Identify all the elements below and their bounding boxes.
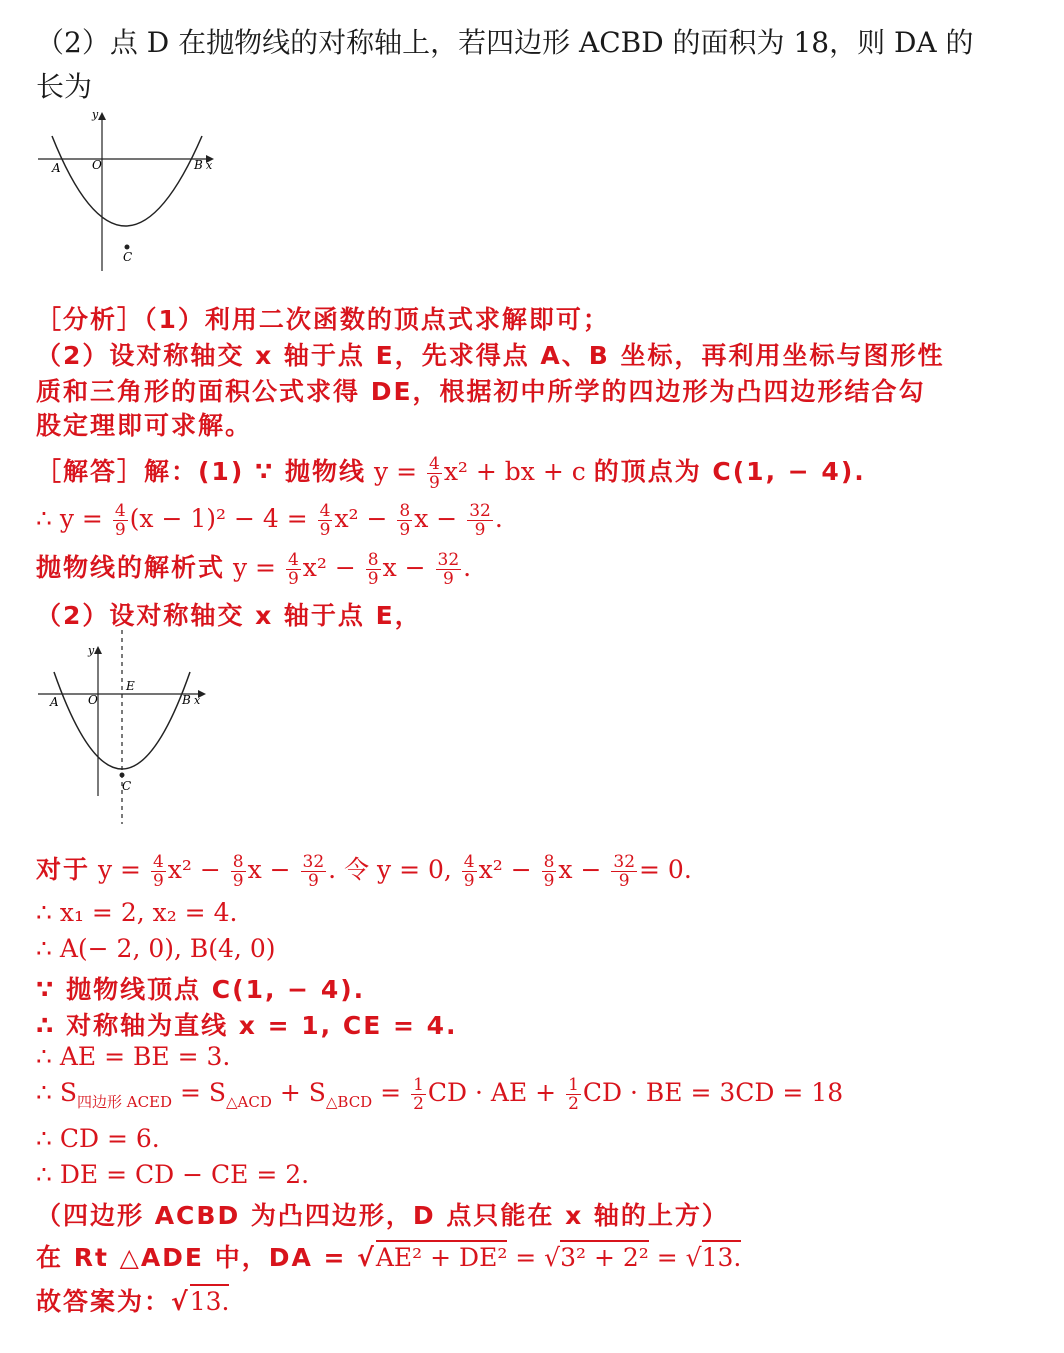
solution-line-9: ∴ 对称轴为直线 x = 1, CE = 4.	[36, 1011, 458, 1040]
s11-sub-3: △BCD	[325, 1093, 373, 1111]
fraction-8-9: $\frac{8}{9}$	[399, 501, 411, 540]
s1-pre: ［解答］解：(1) ∵ 抛物线	[36, 457, 367, 486]
s5-c: x −	[247, 855, 291, 884]
fig1-point-o: O	[92, 158, 102, 172]
fig2-point-b: B	[182, 693, 191, 707]
fraction-4-9: $\frac{4}{9}$	[429, 454, 440, 493]
s3-a: y =	[232, 553, 276, 582]
s15-radicand-1: AE² + DE²	[376, 1240, 507, 1272]
fig1-point-a: A	[52, 161, 61, 175]
s15-radicand-2: 3² + 2²	[560, 1240, 649, 1272]
fraction-32-9: $\frac{32}{9}$	[469, 501, 491, 540]
fig1-y-label: y	[92, 108, 99, 121]
s5-f: x −	[558, 855, 602, 884]
solution-line-6: ∴ x₁ = 2, x₂ = 4.	[36, 898, 238, 927]
fig2-x-label: x	[194, 694, 201, 707]
s15-e: = √	[648, 1243, 702, 1272]
parabola-figure-2	[30, 628, 230, 828]
question-line-1: （2）点 D 在抛物线的对称轴上，若四边形 ACBD 的面积为 18，则 DA 的	[36, 26, 974, 59]
fig1-point-c: C	[123, 250, 133, 264]
fraction-4-9: $\frac{4}{9}$	[114, 501, 126, 540]
solution-line-16	[36, 1282, 229, 1318]
s5-b: x² −	[167, 855, 221, 884]
parabola-figure-1	[30, 106, 230, 276]
fraction-1-2: $\frac{1}{2}$	[413, 1075, 424, 1114]
fraction-32-9: $\frac{32}{9}$	[437, 550, 460, 589]
s2-a: ∴ y =	[36, 504, 103, 533]
fraction-4-9: $\frac{4}{9}$	[463, 852, 475, 891]
s2-b: (x − 1)² − 4 =	[129, 504, 308, 533]
fig1-x-label: x	[206, 159, 213, 172]
s11-b: = S	[172, 1078, 227, 1107]
fig2-point-c: C	[122, 779, 132, 793]
solution-line-3	[36, 548, 471, 588]
solution-line-2	[36, 502, 503, 539]
s3-d: .	[463, 553, 472, 582]
analysis-line-1: ［分析］（1）利用二次函数的顶点式求解即可；	[36, 305, 610, 334]
s15-a: 在 Rt △ADE 中，DA = √	[36, 1243, 376, 1272]
solution-line-7: ∴ A(− 2, 0), B(4, 0)	[36, 934, 276, 963]
s5-g: = 0.	[639, 855, 692, 884]
solution-line-5	[36, 850, 692, 890]
solution-line-1	[36, 452, 866, 492]
s11-e: CD · AE +	[427, 1078, 557, 1107]
fraction-4-9: $\frac{4}{9}$	[152, 852, 164, 891]
solution-line-8: ∵ 抛物线顶点 C(1, − 4).	[36, 975, 366, 1004]
analysis-line-3: 质和三角形的面积公式求得 DE，根据初中所学的四边形为凸四边形结合勾	[36, 377, 926, 406]
fraction-32-9: $\frac{32}{9}$	[302, 852, 325, 891]
fig1-point-b: B	[194, 158, 203, 172]
s15-radicand-3: 13.	[702, 1240, 742, 1272]
s11-f: CD · BE = 3CD = 18	[582, 1078, 844, 1107]
fraction-8-9: $\frac{8}{9}$	[543, 852, 555, 891]
fraction-8-9: $\frac{8}{9}$	[367, 550, 379, 589]
fraction-4-9: $\frac{4}{9}$	[287, 550, 299, 589]
s5-a: y =	[97, 855, 141, 884]
fraction-32-9: $\frac{32}{9}$	[613, 852, 636, 891]
s3-pre: 抛物线的解析式	[36, 553, 226, 582]
fig2-point-e: E	[126, 679, 135, 693]
s3-c: x −	[382, 553, 426, 582]
s3-b: x² −	[302, 553, 356, 582]
fraction-8-9: $\frac{8}{9}$	[232, 852, 244, 891]
s1-eq-a: y =	[374, 457, 418, 486]
s2-e: .	[494, 504, 503, 533]
s11-sub-2: △ACD	[226, 1093, 272, 1111]
s11-sub-1: 四边形 ACED	[76, 1093, 173, 1111]
question-line-2: 长为	[36, 70, 93, 103]
solution-line-12: ∴ CD = 6.	[36, 1124, 160, 1153]
s5-pre: 对于	[36, 855, 91, 884]
fraction-1-2: $\frac{1}{2}$	[568, 1075, 579, 1114]
analysis-line-4: 股定理即可求解。	[36, 411, 253, 440]
s15-c: = √	[507, 1243, 561, 1272]
s5-e: x² −	[478, 855, 532, 884]
solution-line-13: ∴ DE = CD − CE = 2.	[36, 1160, 310, 1189]
s5-d: . 令 y = 0,	[328, 855, 452, 884]
s11-c: + S	[271, 1078, 326, 1107]
solution-line-14: （四边形 ACBD 为凸四边形，D 点只能在 x 轴的上方）	[36, 1201, 729, 1230]
s2-d: x −	[414, 504, 458, 533]
s16-radicand: 13.	[190, 1284, 230, 1316]
solution-line-11	[36, 1076, 843, 1113]
fraction-4-9: $\frac{4}{9}$	[319, 501, 331, 540]
solution-line-4: （2）设对称轴交 x 轴于点 E，	[36, 601, 422, 630]
s2-c: x² −	[334, 504, 388, 533]
s1-eq-b: x² + bx + c	[443, 457, 586, 486]
s16-a: 故答案为：√	[36, 1287, 190, 1316]
s11-d: =	[372, 1078, 402, 1107]
fig2-y-label: y	[88, 644, 95, 657]
fig2-point-o: O	[88, 693, 98, 707]
analysis-line-2: （2）设对称轴交 x 轴于点 E，先求得点 A、B 坐标，再利用坐标与图形性	[36, 341, 945, 370]
solution-line-15	[36, 1238, 741, 1274]
solution-line-10: ∴ AE = BE = 3.	[36, 1042, 231, 1071]
s11-a: ∴ S	[36, 1078, 77, 1107]
fig2-point-a: A	[50, 695, 59, 709]
s1-post: 的顶点为 C(1, − 4).	[593, 457, 866, 486]
